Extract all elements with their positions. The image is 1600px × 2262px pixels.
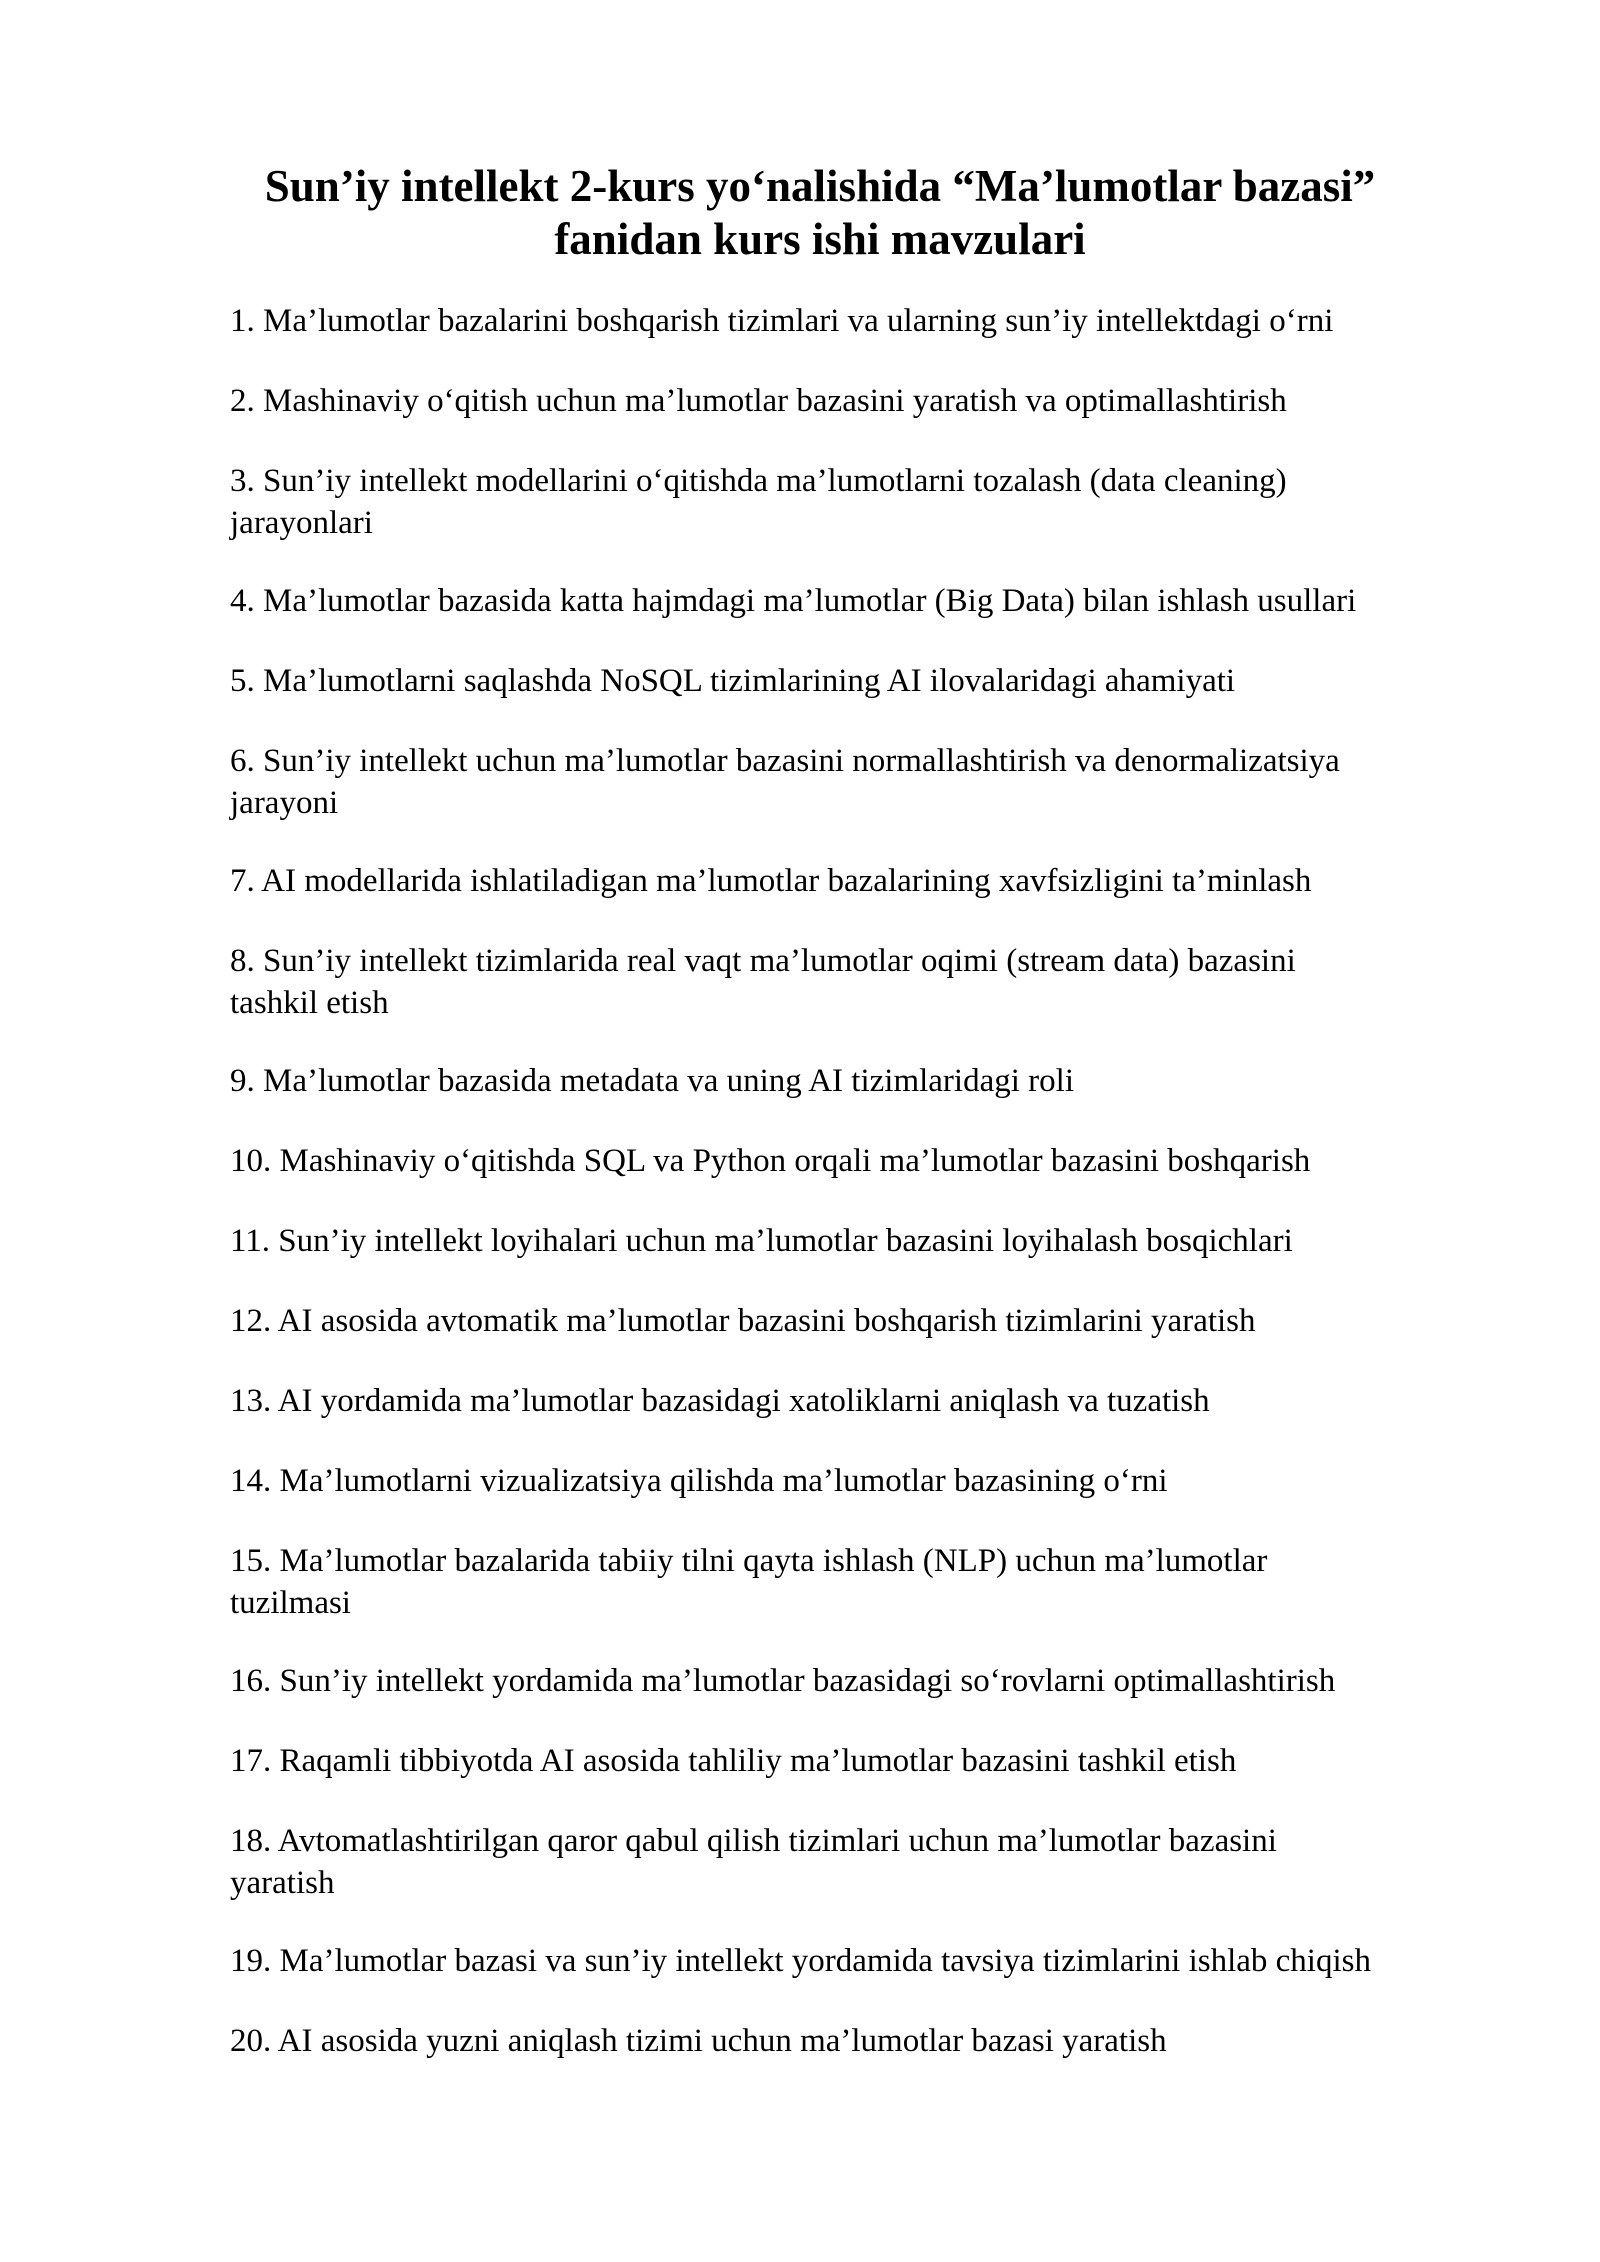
topic-item-line: 6. Sun’iy intellekt uchun ma’lumotlar bazasini normallashtirish va denormalizatsiya	[230, 743, 1340, 779]
topic-item-line: jarayonlari	[230, 505, 373, 541]
topic-item	[230, 660, 1570, 702]
topic-item	[230, 1140, 1570, 1182]
topic-item-line: 5. Ma’lumotlarni saqlashda NoSQL tizimlarining AI ilovalaridagi ahamiyati	[230, 663, 1236, 699]
topic-item	[230, 1220, 1570, 1262]
topic-item-line: 7. AI modellarida ishlatiladigan ma’lumotlar bazalarining xavfsizligini ta’minlash	[230, 863, 1312, 899]
document-title-line-1: Sun’iy intellekt 2-kurs yo‘nalishida “Ma’lumotlar bazasi”	[264, 161, 1376, 211]
topic-item	[230, 1660, 1570, 1702]
topic-item-line: jarayoni	[230, 785, 339, 821]
topic-item	[230, 1300, 1570, 1342]
topic-item	[230, 1740, 1570, 1782]
topic-item-line: 15. Ma’lumotlar bazalarida tabiiy tilni qayta ishlash (NLP) uchun ma’lumotlar	[230, 1543, 1268, 1579]
topic-item-line: 9. Ma’lumotlar bazasida metadata va uning AI tizimlaridagi roli	[230, 1063, 1074, 1099]
topic-item-line: yaratish	[230, 1865, 335, 1901]
topic-item-line: 14. Ma’lumotlarni vizualizatsiya qilishda ma’lumotlar bazasining o‘rni	[230, 1463, 1168, 1499]
topic-item	[230, 580, 1570, 622]
topic-item	[230, 300, 1570, 342]
topic-item	[230, 740, 1570, 824]
topic-item-line: 8. Sun’iy intellekt tizimlarida real vaqt ma’lumotlar oqimi (stream data) bazasini	[230, 943, 1296, 979]
topic-item-line: tashkil etish	[230, 985, 389, 1021]
topic-item	[230, 1940, 1570, 1982]
topic-item	[230, 860, 1570, 902]
topic-item-line: 4. Ma’lumotlar bazasida katta hajmdagi ma’lumotlar (Big Data) bilan ishlash usullari	[230, 583, 1357, 619]
topic-item-line: 1. Ma’lumotlar bazalarini boshqarish tizimlari va ularning sun’iy intellektdagi o‘rni	[230, 303, 1334, 339]
topic-item-line: 11. Sun’iy intellekt loyihalari uchun ma’lumotlar bazasini loyihalash bosqichlari	[230, 1223, 1293, 1259]
topic-item-line: 10. Mashinaviy o‘qitishda SQL va Python orqali ma’lumotlar bazasini boshqarish	[230, 1143, 1311, 1179]
topic-item	[230, 1460, 1570, 1502]
topic-item	[230, 380, 1570, 422]
topic-item-line: 16. Sun’iy intellekt yordamida ma’lumotlar bazasidagi so‘rovlarni optimallashtirish	[230, 1663, 1336, 1699]
topic-item-line: 3. Sun’iy intellekt modellarini o‘qitishda ma’lumotlarni tozalash (data cleaning)	[230, 463, 1287, 499]
topic-item-line: tuzilmasi	[230, 1585, 351, 1621]
topic-item-line: 19. Ma’lumotlar bazasi va sun’iy intellekt yordamida tavsiya tizimlarini ishlab chiqish	[230, 1943, 1371, 1979]
topic-item-line: 17. Raqamli tibbiyotda AI asosida tahliliy ma’lumotlar bazasini tashkil etish	[230, 1743, 1237, 1779]
topic-item	[230, 460, 1570, 544]
topic-item-line: 20. AI asosida yuzni aniqlash tizimi uchun ma’lumotlar bazasi yaratish	[230, 2023, 1167, 2059]
topic-item	[230, 1540, 1570, 1624]
topic-item	[230, 940, 1570, 1024]
topic-item-line: 12. AI asosida avtomatik ma’lumotlar bazasini boshqarish tizimlarini yaratish	[230, 1303, 1256, 1339]
topic-item-line: 18. Avtomatlashtirilgan qaror qabul qilish tizimlari uchun ma’lumotlar bazasini	[230, 1823, 1277, 1859]
topic-item	[230, 1060, 1570, 1102]
topic-item	[230, 1380, 1570, 1422]
topic-item	[230, 2020, 1570, 2062]
topic-item-line: 2. Mashinaviy o‘qitish uchun ma’lumotlar bazasini yaratish va optimallashtirish	[230, 383, 1287, 419]
topic-item-line: 13. AI yordamida ma’lumotlar bazasidagi xatoliklarni aniqlash va tuzatish	[230, 1383, 1210, 1419]
topic-item	[230, 1820, 1570, 1904]
document-title-line-2: fanidan kurs ishi mavzulari	[554, 214, 1086, 264]
